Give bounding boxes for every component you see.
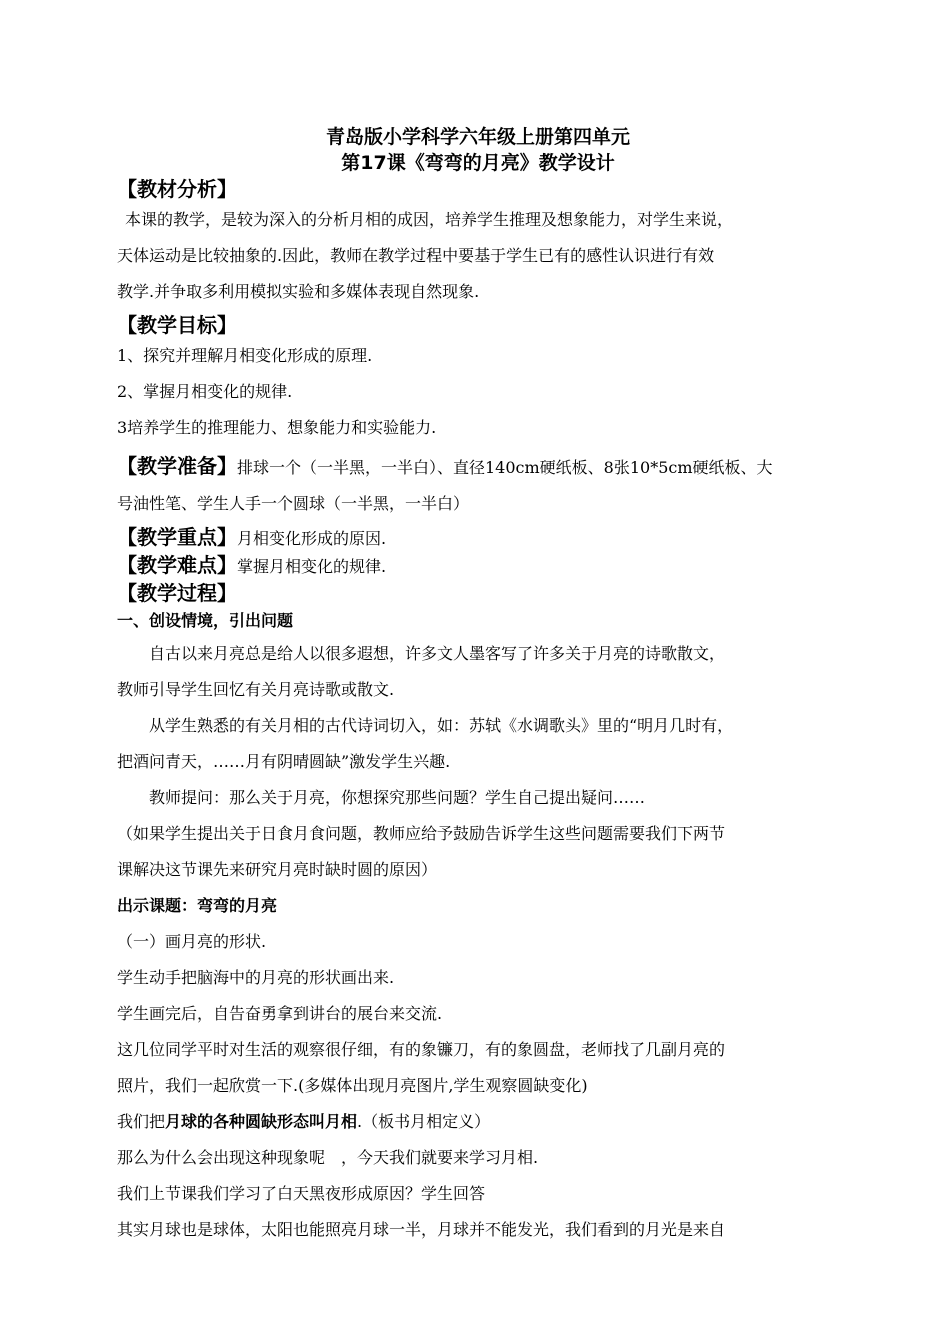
- teaching-goal-item-3: 3培养学生的推理能力、想象能力和实验能力.: [117, 418, 437, 437]
- process-line-2: 学生画完后，自告奋勇拿到讲台的展台来交流.: [117, 1004, 443, 1023]
- teaching-difficulty-row: [117, 552, 839, 580]
- topic-line: 出示课题：弯弯的月亮: [117, 896, 278, 915]
- section-heading-teaching-process: 【教学过程】: [117, 581, 237, 605]
- process-line-3a: 这几位同学平时对生活的观察很仔细，有的象镰刀，有的象圆盘，老师找了几副月亮的: [117, 1040, 726, 1059]
- process-p3: 教师提问：那么关于月亮，你想探究那些问题？学生自己提出疑问……: [149, 788, 646, 807]
- teaching-preparation-line1: [117, 448, 839, 486]
- teaching-preparation-line2: 号油性笔、学生人手一个圆球（一半黑，一半白）: [117, 494, 470, 513]
- teaching-goal-item-1: 1、探究并理解月相变化形成的原理.: [117, 346, 373, 365]
- teaching-key-point-row: [117, 524, 839, 552]
- process-p4-line1: （如果学生提出关于日食月食问题，教师应给予鼓励告诉学生这些问题需要我们下两节: [117, 824, 726, 843]
- process-line-4-suffix: .（板书月相定义）: [357, 1112, 491, 1131]
- difficulty-text: 掌握月相变化的规律.: [237, 557, 387, 576]
- process-p1-line2: 教师引导学生回忆有关月亮诗歌或散文.: [117, 680, 395, 699]
- material-analysis-line3: 教学.并争取多利用模拟实验和多媒体表现自然现象.: [117, 282, 480, 301]
- moon-phase-definition: 月球的各种圆缺形态叫月相: [165, 1112, 358, 1131]
- section-heading-key-point: 【教学重点】: [117, 525, 237, 549]
- process-line-7: 其实月球也是球体，太阳也能照亮月球一半，月球并不能发光，我们看到的月光是来自: [117, 1220, 726, 1239]
- process-p2-line1: 从学生熟悉的有关月相的古代诗词切入，如：苏轼《水调歌头》里的“明月几时有，: [149, 716, 734, 735]
- process-p4-line2: 课解决这节课先来研究月亮时缺时圆的原因）: [117, 860, 438, 879]
- document-title-line2: 第17课《弯弯的月亮》教学设计: [341, 152, 615, 174]
- process-subheading-1: 一、创设情境，引出问题: [117, 611, 294, 630]
- material-analysis-line2: 天体运动是比较抽象的.因此，教师在教学过程中要基于学生已有的感性认识进行有效: [117, 246, 715, 265]
- section-heading-teaching-preparation: 【教学准备】: [117, 454, 237, 478]
- process-p1-line1: 自古以来月亮总是给人以很多遐想，许多文人墨客写了许多关于月亮的诗歌散文，: [149, 644, 726, 663]
- process-line-4-prefix: 我们把: [117, 1112, 166, 1131]
- process-line-1: 学生动手把脑海中的月亮的形状画出来.: [117, 968, 395, 987]
- teaching-preparation-text1: 排球一个（一半黑，一半白）、直径140cm硬纸板、8张10*5cm硬纸板、大: [237, 458, 773, 477]
- process-line-5: 那么为什么会出现这种现象呢 ，今天我们就要来学习月相.: [117, 1148, 539, 1167]
- section-heading-difficulty: 【教学难点】: [117, 553, 237, 577]
- section-heading-material-analysis: 【教材分析】: [117, 177, 237, 201]
- teaching-goal-item-2: 2、掌握月相变化的规律.: [117, 382, 293, 401]
- key-point-text: 月相变化形成的原因.: [237, 529, 387, 548]
- material-analysis-line1: 本课的教学，是较为深入的分析月相的成因，培养学生推理及想象能力，对学生来说，: [125, 210, 734, 229]
- document-title-line1: 青岛版小学科学六年级上册第四单元: [325, 126, 630, 148]
- section-heading-teaching-goals: 【教学目标】: [117, 313, 237, 337]
- sub-step-1: （一）画月亮的形状.: [117, 932, 267, 951]
- process-line-6: 我们上节课我们学习了白天黑夜形成原因？学生回答: [117, 1184, 486, 1203]
- process-p2-line2: 把酒问青天，……月有阴晴圆缺”激发学生兴趣.: [117, 752, 451, 771]
- document-page: [117, 120, 839, 1248]
- process-line-4: [117, 1104, 839, 1140]
- process-line-3b: 照片，我们一起欣赏一下.(多媒体出现月亮图片,学生观察圆缺变化): [117, 1076, 588, 1095]
